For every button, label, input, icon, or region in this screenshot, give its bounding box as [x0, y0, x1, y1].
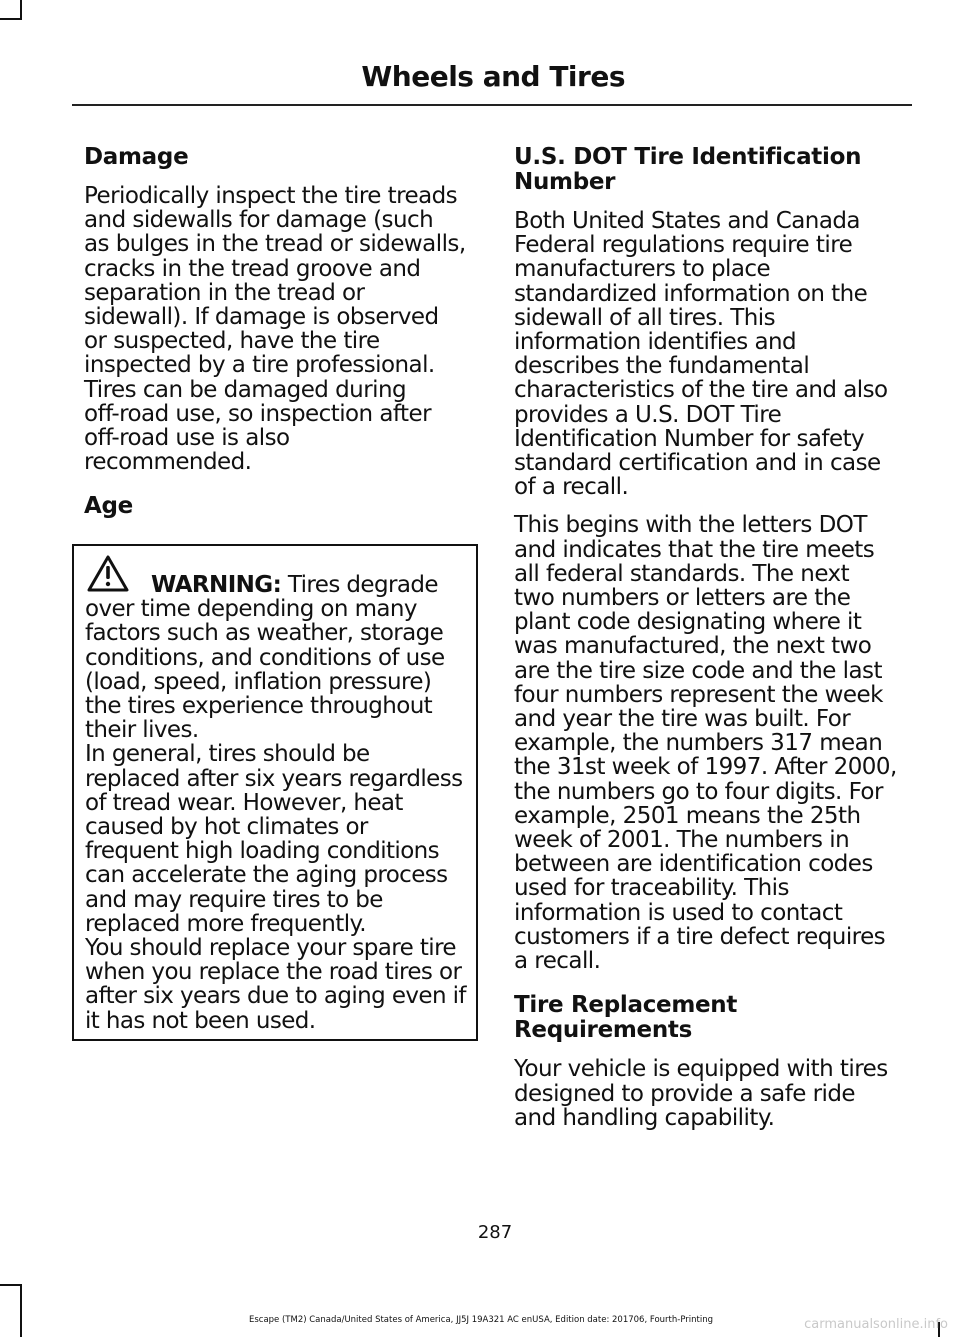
replacement-paragraph: Your vehicle is equipped with tires designed to provide a safe ride and handling capability. [514, 1056, 888, 1131]
watermark: carmanualsonline.info [804, 1317, 948, 1332]
warning-body: Tires degrade over time depending on many factors such as weather, storage conditions, and conditions of use (load, speed, inflation pressure) the tires experience throughout their lives. In general, tires should be replaced after six years regardless of tread wear. However, heat caused by hot climates or frequent high loading conditions can accelerate the aging process and may require tires to be replaced more frequently. You should replace your spare tire when you replace the road tires or after six years due to aging even if it has not been used. [85, 572, 466, 1034]
left-column [84, 145, 479, 533]
crop-mark-bottom-left-vertical [20, 1284, 22, 1337]
dot-paragraph-2: This begins with the letters DOT and indicates that the tire meets all federal standards. The next two numbers or letters are the plant code designating where it was manufactured, the next two are the tire size code and the last four numbers represent the week and year the tire was built. For example, the numbers 317 mean the 31st week of 1997. After 2000, the numbers go to four digits. For example, 2501 means the 25th week of 2001. The numbers in between are identification codes used for traceability. This information is used to contact customers if a tire defect requires a recall. [514, 512, 897, 975]
page-title: Wheels and Tires [361, 60, 625, 93]
age-heading: Age [84, 493, 133, 520]
warning-text [85, 573, 476, 1033]
edition-footer: Escape (TM2) Canada/United States of America, JJ5J 19A321 AC enUSA, Edition date: 201706, Fourth-Printing [248, 1315, 714, 1325]
page-number: 287 [477, 1222, 513, 1243]
dot-paragraph-1: Both United States and Canada Federal regulations require tire manufacturers to place standardized information on the sidewall of all tires. This information identifies and describes the fundamental characteristics of the tire and also provides a U.S. DOT Tire Identification Number for safety standard certification and in case of a recall. [514, 208, 888, 501]
dot-heading: U.S. DOT Tire Identification Number [514, 144, 862, 195]
damage-heading: Damage [84, 144, 189, 170]
warning-triangle-icon [86, 554, 130, 594]
replacement-heading: Tire Replacement Requirements [514, 992, 738, 1044]
damage-paragraph: Periodically inspect the tire treads and sidewalls for damage (such as bulges in the tread or sidewalls, cracks in the tread groove and separation in the tread or sidewall). If damage is observed or suspected, have the tire inspected by a tire professional. Tires can be damaged during off-road use, so inspection after off-road use is also recommended. [84, 183, 466, 476]
warning-box [72, 544, 478, 1041]
crop-mark-top-left-vertical [20, 0, 22, 18]
crop-mark-bottom-left-horizontal [0, 1284, 22, 1286]
right-column [514, 145, 910, 1144]
header-rule [72, 104, 912, 106]
crop-mark-top-left-horizontal [0, 18, 22, 20]
warning-label: WARNING: [151, 572, 282, 598]
